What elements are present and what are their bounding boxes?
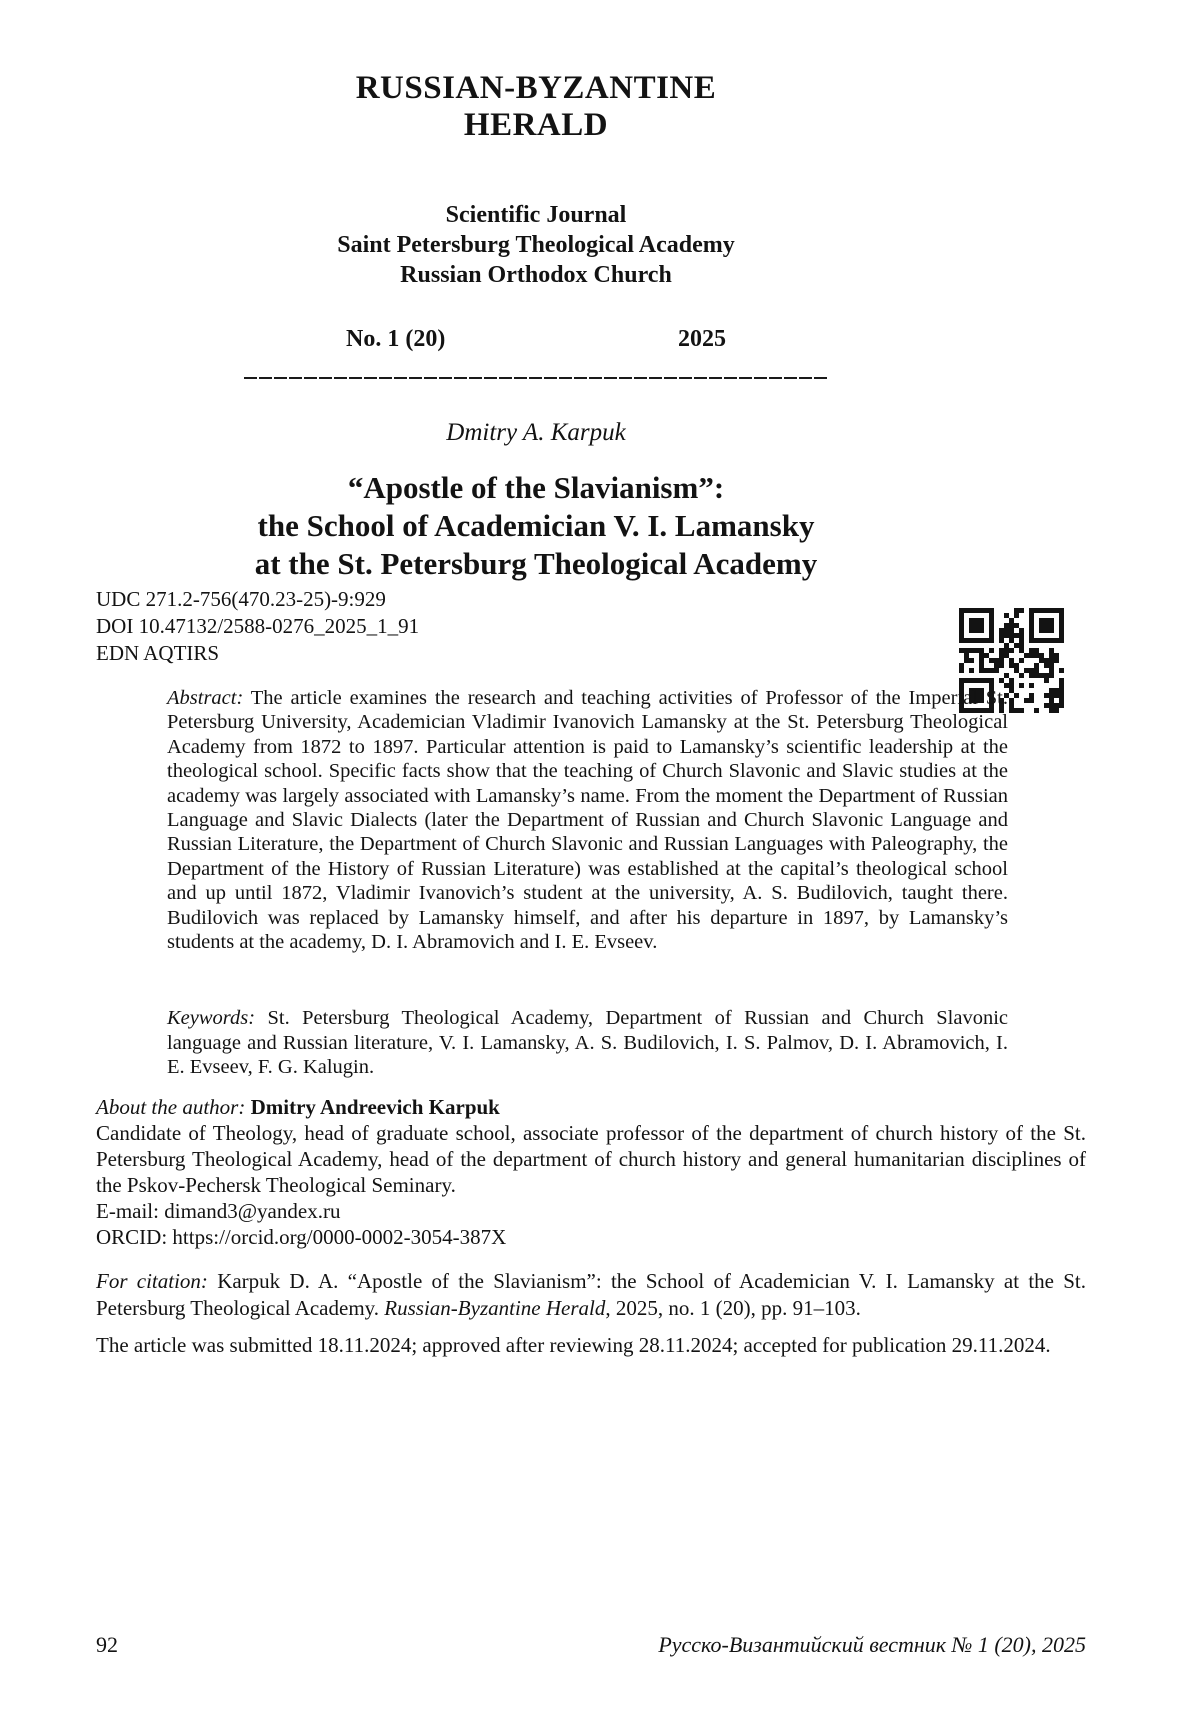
citation-label: For citation: [96,1269,208,1293]
edn-line: EDN AQTIRS [96,641,220,665]
about-author-email: E-mail: dimand3@yandex.ru [96,1199,341,1223]
article-title [244,469,828,583]
article-title-line1: “Apostle of the Slavianism”: [347,470,725,505]
journal-title [244,70,828,144]
issue-row [244,326,828,353]
udc-block [96,586,419,667]
citation-text: Karpuk D. A. “Apostle of the Slavianism”: the School of Academician V. I. Lamansky at the St. Petersburg Theological Academy. [96,1269,1087,1320]
journal-subtitle-line3: Russian Orthodox Church [400,262,672,288]
journal-title-line1: RUSSIAN-BYZANTINE [355,70,717,106]
abstract-text: The article examines the research and teaching activities of Professor of the Imperial St. Petersburg University, Academician Vladimir Ivanovich Lamansky at the St. Petersburg Theological Academy from 1872 to 1897. Particular attention is paid to Lamansky’s scientific leadership at the theological school. Specific facts show that the teaching of Church Slavonic and Slavic studies at the academy was largely associated with Lamansky’s name. From the moment the Department of Russian Language and Slavic Dialects (later the Department of Russian and Church Slavonic Language and Russian Literature, the Department of Church Slavonic and Russian Languages with Paleography, the Department of the History of Russian Literature) was established at the capital’s theological school and up until 1872, Vladimir Ivanovich’s student at the university, A. S. Budilovich, taught there. Budilovich was replaced by Lamansky himself, and after his departure in 1897, by Lamansky’s students at the academy, D. I. Abramovich and I. E. Evseev. [167,687,1008,954]
running-title: Русско-Византийский вестник № 1 (20), 2025 [658,1632,1086,1657]
issue-number: No. 1 (20) [346,326,446,352]
abstract-label: Abstract: [167,687,244,709]
issue-year: 2025 [678,326,726,352]
citation-journal-name: Russian-Byzantine Herald [384,1295,606,1320]
page-number: 92 [96,1632,118,1657]
citation-paragraph [96,1268,1086,1321]
about-author-orcid: ORCID: https://orcid.org/0000-0002-3054-387X [96,1225,507,1249]
keywords-text: St. Petersburg Theological Academy, Department of Russian and Church Slavonic language and Russian literature, V. I. Lamansky, A. S. Budilovich, I. S. Palmov, D. I. Abramovich, I. E. Evseev, F. G. Kalugin. [167,1007,1008,1079]
keywords-paragraph [167,1006,1008,1080]
about-author-block [96,1094,1086,1250]
page-header [244,70,828,583]
about-author-label: About the author: [96,1095,246,1119]
keywords-label: Keywords: [167,1007,256,1029]
journal-subtitle [244,200,828,290]
abstract-paragraph [167,686,1008,954]
page-footer [96,1632,1086,1658]
article-title-line3: at the St. Petersburg Theological Academy [254,546,818,581]
citation-text-after: , 2025, no. 1 (20), pp. 91–103. [605,1295,861,1320]
about-author-bio: Candidate of Theology, head of graduate school, associate professor of the department of church history of the St. Petersburg Theological Academy, head of the department of church history and general humanitarian disciplines of the Pskov-Pechersk Theological Seminary. [96,1121,1086,1197]
submission-dates: The article was submitted 18.11.2024; approved after reviewing 28.11.2024; accepted for publication 29.11.2024. [96,1333,1051,1357]
doi-line: DOI 10.47132/2588-0276_2025_1_91 [96,614,420,638]
header-divider [244,377,828,379]
udc-line: UDC 271.2-756(470.23-25)-9:929 [96,587,386,611]
journal-title-line2: HERALD [463,107,609,143]
about-author-heading [96,1094,1086,1120]
journal-subtitle-line1: Scientific Journal [445,202,627,228]
journal-subtitle-line2: Saint Petersburg Theological Academy [337,232,735,258]
article-title-line2: the School of Academician V. I. Lamansky [257,508,815,543]
article-author: Dmitry A. Karpuk [446,419,626,446]
about-author-name: Dmitry Andreevich Karpuk [250,1095,500,1119]
